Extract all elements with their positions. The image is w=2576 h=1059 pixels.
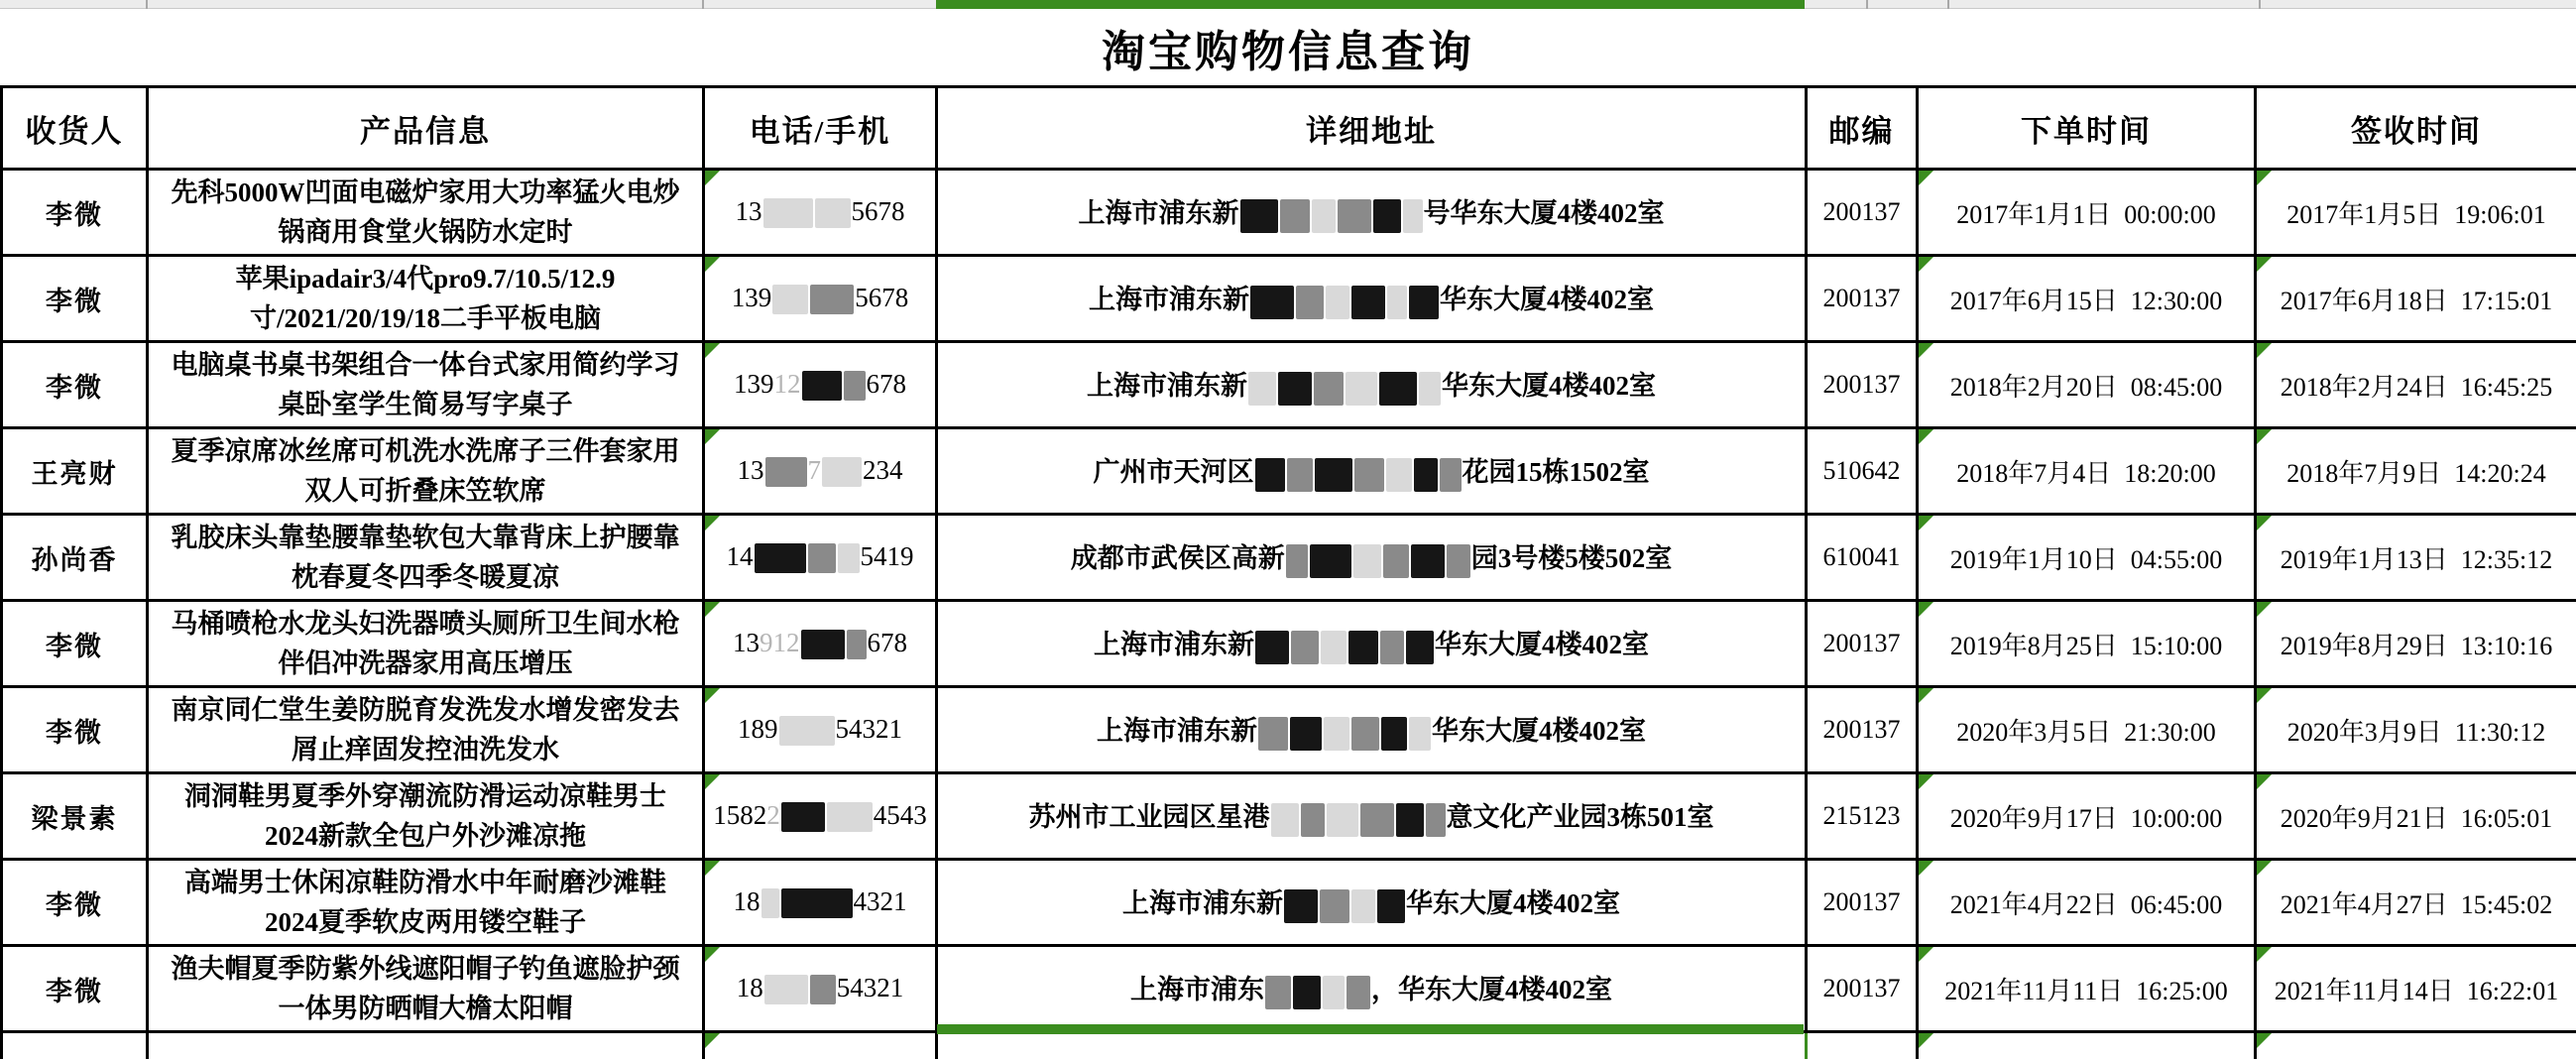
censor-box	[1419, 372, 1441, 406]
faint-text-segment: 12	[774, 369, 801, 399]
cell-address[interactable]	[937, 170, 1807, 256]
censor-box	[1323, 976, 1345, 1009]
cell-product[interactable]: 马桶喷枪水龙头妇洗器喷头厕所卫生间水枪伴侣冲洗器家用高压增压	[148, 601, 704, 687]
sign-time-text: 2019年8月29日 13:10:16	[2281, 632, 2552, 660]
text-segment: 华东大厦4楼402室	[1435, 630, 1649, 659]
text-segment: 华东大厦4楼402室	[1440, 285, 1654, 314]
text-segment: 园3号楼5楼502室	[1471, 543, 1673, 573]
cell-address[interactable]	[937, 687, 1807, 773]
sign-time-text: 2017年1月5日 19:06:01	[2286, 200, 2545, 229]
censor-box	[1351, 889, 1375, 923]
censor-box	[1265, 976, 1291, 1009]
table-row	[2, 601, 2576, 687]
table-row	[2, 773, 2576, 860]
cell-address[interactable]	[937, 946, 1807, 1032]
table-row	[2, 256, 2576, 342]
text-segment: 18	[734, 886, 761, 916]
censor-box	[1320, 889, 1349, 923]
cell-product[interactable]: 苹果ipadair3/4代pro9.7/10.5/12.9寸/2021/20/19/18二手平板电脑	[148, 256, 704, 342]
censor-box	[1347, 976, 1370, 1009]
cell-sign-time[interactable]	[2256, 256, 2576, 342]
censor-box	[1278, 372, 1312, 406]
text-segment: 5678	[855, 283, 908, 312]
column-header-addr[interactable]: 详细地址	[937, 87, 1807, 170]
text-segment: 189	[738, 714, 778, 744]
cell-recipient[interactable]: 李微	[2, 946, 148, 1032]
cell-recipient[interactable]: 李微	[2, 687, 148, 773]
censor-box	[1387, 286, 1407, 319]
header-row	[2, 87, 2576, 170]
cell-phone[interactable]	[704, 256, 937, 342]
censor-box	[1377, 889, 1405, 923]
sign-time-text: 2020年3月9日 11:30:12	[2287, 718, 2545, 747]
text-segment: 54321	[836, 714, 903, 744]
text-segment: 华东大厦4楼402室	[1406, 888, 1620, 918]
error-indicator-triangle-icon	[1919, 774, 1933, 789]
censor-box	[838, 543, 860, 573]
table-row	[2, 946, 2576, 1032]
error-indicator-triangle-icon	[705, 343, 720, 358]
censor-box	[755, 543, 806, 573]
censor-box	[815, 198, 851, 228]
cell-zip[interactable]: 200137	[1807, 687, 1918, 773]
censor-box	[1396, 803, 1424, 837]
cell-product[interactable]: 先科5000W凹面电磁炉家用大功率猛火电炒锅商用食堂火锅防水定时	[148, 170, 704, 256]
order-time-text: 2021年4月22日 06:45:00	[1950, 890, 2222, 919]
column-header-order[interactable]: 下单时间	[1918, 87, 2256, 170]
censor-box	[1315, 458, 1352, 492]
error-indicator-triangle-icon	[2257, 257, 2272, 272]
text-segment: 号华东大厦4楼402室	[1424, 198, 1665, 228]
text-segment: 5678	[852, 196, 905, 226]
error-indicator-triangle-icon	[705, 602, 720, 617]
cell-phone[interactable]	[704, 946, 937, 1032]
cell-recipient[interactable]: 李微	[2, 256, 148, 342]
censor-box	[822, 457, 862, 487]
order-time-text: 2020年9月17日 10:00:00	[1950, 804, 2222, 833]
cell-phone[interactable]	[704, 515, 937, 601]
cell-sign-time[interactable]	[2256, 428, 2576, 515]
censor-box	[1379, 372, 1417, 406]
empty-cell[interactable]	[1807, 1032, 1918, 1059]
cell-phone[interactable]	[704, 170, 937, 256]
error-indicator-triangle-icon	[705, 1033, 720, 1048]
censor-box	[1312, 199, 1336, 233]
page-title: 淘宝购物信息查询	[1102, 16, 1474, 79]
sign-time-text: 2020年9月21日 16:05:01	[2281, 804, 2552, 833]
error-indicator-triangle-icon	[705, 429, 720, 444]
error-indicator-triangle-icon	[705, 774, 720, 789]
text-segment: 54321	[837, 973, 904, 1002]
cell-sign-time[interactable]	[2256, 601, 2576, 687]
cell-product[interactable]: 夏季凉席冰丝席可机洗水洗席子三件套家用双人可折叠床笠软席	[148, 428, 704, 515]
cell-divider	[1866, 0, 1868, 9]
censor-box	[1290, 717, 1322, 751]
empty-cell[interactable]	[937, 1032, 1807, 1059]
text-segment: 上海市浦东新	[1094, 630, 1254, 659]
censor-box	[1383, 544, 1409, 578]
text-segment: 5419	[861, 541, 914, 571]
order-time-text: 2018年7月4日 18:20:00	[1956, 459, 2215, 488]
table-row	[2, 860, 2576, 946]
text-segment: 上海市浦东	[1130, 975, 1264, 1004]
censor-box	[1314, 372, 1344, 406]
cell-zip[interactable]: 200137	[1807, 946, 1918, 1032]
table-row	[2, 342, 2576, 428]
text-segment: 上海市浦东新	[1079, 198, 1239, 228]
censor-box	[781, 888, 853, 918]
cell-product[interactable]: 高端男士休闲凉鞋防滑水中年耐磨沙滩鞋2024夏季软皮两用镂空鞋子	[148, 860, 704, 946]
error-indicator-triangle-icon	[1919, 602, 1933, 617]
text-segment: 广州市天河区	[1094, 457, 1254, 487]
text-segment: 18	[737, 973, 763, 1002]
censor-box	[1406, 631, 1434, 664]
cell-order-time[interactable]	[1918, 256, 2256, 342]
censor-box	[1403, 199, 1423, 233]
error-indicator-triangle-icon	[2257, 429, 2272, 444]
censor-box	[1240, 199, 1278, 233]
censor-box	[1301, 803, 1325, 837]
cell-order-time[interactable]	[1918, 601, 2256, 687]
column-header-sign[interactable]: 签收时间	[2256, 87, 2576, 170]
censor-box	[810, 285, 854, 314]
text-segment: 14	[727, 541, 754, 571]
censor-box	[1321, 631, 1347, 664]
cell-sign-time[interactable]	[2256, 773, 2576, 860]
error-indicator-triangle-icon	[2257, 516, 2272, 530]
cell-recipient[interactable]: 李微	[2, 342, 148, 428]
censor-box	[765, 457, 807, 487]
censor-box	[1414, 458, 1438, 492]
censor-box	[844, 371, 866, 401]
cell-recipient[interactable]: 梁景素	[2, 773, 148, 860]
cell-sign-time[interactable]	[2256, 946, 2576, 1032]
text-segment: 13	[736, 196, 762, 226]
text-segment: 苏州市工业园区星港	[1029, 802, 1270, 832]
cell-address[interactable]	[937, 515, 1807, 601]
censor-box	[810, 975, 836, 1004]
cell-product[interactable]: 乳胶床头靠垫腰靠垫软包大靠背床上护腰靠枕春夏冬四季冬暖夏凉	[148, 515, 704, 601]
censor-box	[1386, 458, 1412, 492]
cell-sign-time[interactable]	[2256, 687, 2576, 773]
table-row	[2, 687, 2576, 773]
sign-time-text: 2018年2月24日 16:45:25	[2281, 373, 2552, 402]
table-row	[2, 515, 2576, 601]
censor-box	[1440, 458, 1462, 492]
selection-top-border	[936, 0, 1805, 9]
error-indicator-triangle-icon	[1919, 257, 1933, 272]
censor-box	[1284, 889, 1318, 923]
error-indicator-triangle-icon	[2257, 774, 2272, 789]
cell-address[interactable]	[937, 860, 1807, 946]
censor-box	[1255, 631, 1289, 664]
empty-cell[interactable]	[1918, 1032, 2256, 1059]
text-segment: 4543	[874, 800, 927, 830]
error-indicator-triangle-icon	[705, 688, 720, 703]
censor-box	[1346, 372, 1377, 406]
column-header-recipient[interactable]: 收货人	[2, 87, 148, 170]
cell-zip[interactable]: 200137	[1807, 860, 1918, 946]
censor-box	[1409, 717, 1431, 751]
cell-product[interactable]: 渔夫帽夏季防紫外线遮阳帽子钓鱼遮脸护颈一体男防晒帽大檐太阳帽	[148, 946, 704, 1032]
censor-box	[1258, 717, 1288, 751]
table-row	[2, 170, 2576, 256]
censor-box	[772, 285, 808, 314]
censor-box	[1296, 286, 1324, 319]
cell-address[interactable]	[937, 428, 1807, 515]
error-indicator-triangle-icon	[705, 516, 720, 530]
orders-table	[0, 85, 2576, 1059]
text-segment: 234	[863, 455, 903, 485]
censor-box	[1354, 458, 1384, 492]
cell-zip[interactable]: 610041	[1807, 515, 1918, 601]
censor-box	[1250, 286, 1294, 319]
cell-sign-time[interactable]	[2256, 342, 2576, 428]
cell-recipient[interactable]: 李微	[2, 601, 148, 687]
sign-time-text: 2021年11月14日 16:22:01	[2275, 977, 2558, 1005]
order-time-text: 2018年2月20日 08:45:00	[1950, 373, 2222, 402]
text-segment: 13	[738, 455, 764, 485]
error-indicator-triangle-icon	[2257, 171, 2272, 185]
error-indicator-triangle-icon	[1919, 171, 1933, 185]
cell-sign-time[interactable]	[2256, 170, 2576, 256]
cell-address[interactable]	[937, 256, 1807, 342]
column-header-phone[interactable]: 电话/手机	[704, 87, 937, 170]
title-band	[0, 9, 2576, 85]
cell-zip[interactable]: 200137	[1807, 170, 1918, 256]
cell-zip[interactable]: 200137	[1807, 601, 1918, 687]
order-time-text: 2017年1月1日 00:00:00	[1956, 200, 2215, 229]
cell-product[interactable]: 洞洞鞋男夏季外穿潮流防滑运动凉鞋男士2024新款全包户外沙滩凉拖	[148, 773, 704, 860]
faint-text-segment: 2	[766, 800, 780, 830]
censor-box	[1353, 544, 1381, 578]
text-segment: 13	[733, 628, 760, 657]
faint-text-segment: 7	[808, 455, 822, 485]
empty-cell[interactable]	[148, 1032, 704, 1059]
partial-row	[2, 1032, 2576, 1059]
censor-box	[847, 630, 867, 659]
cell-phone[interactable]	[704, 687, 937, 773]
text-segment: 成都市武侯区高新	[1071, 543, 1285, 573]
text-segment: 上海市浦东新	[1097, 716, 1257, 746]
censor-box	[1327, 803, 1358, 837]
cell-zip[interactable]: 510642	[1807, 428, 1918, 515]
censor-box	[1326, 286, 1349, 319]
cell-recipient[interactable]: 王亮财	[2, 428, 148, 515]
selection-bottom-border	[937, 1024, 1804, 1034]
cell-sign-time[interactable]	[2256, 515, 2576, 601]
cell-divider	[702, 0, 704, 9]
censor-box	[1338, 199, 1371, 233]
censor-box	[1373, 199, 1401, 233]
error-indicator-triangle-icon	[2257, 1033, 2272, 1048]
cell-recipient[interactable]: 孙尚香	[2, 515, 148, 601]
cell-phone[interactable]	[704, 773, 937, 860]
cell-product[interactable]: 南京同仁堂生姜防脱育发洗发水增发密发去屑止痒固发控油洗发水	[148, 687, 704, 773]
censor-box	[827, 802, 873, 832]
sign-time-text: 2018年7月9日 14:20:24	[2286, 459, 2545, 488]
censor-box	[1286, 544, 1308, 578]
empty-cell[interactable]	[2256, 1032, 2576, 1059]
censor-box	[779, 716, 835, 746]
censor-box	[1426, 803, 1446, 837]
error-indicator-triangle-icon	[705, 171, 720, 185]
cell-zip[interactable]: 215123	[1807, 773, 1918, 860]
sign-time-text: 2019年1月13日 12:35:12	[2281, 545, 2552, 574]
cell-phone[interactable]	[704, 428, 937, 515]
text-segment: ，华东大厦4楼402室	[1371, 975, 1612, 1004]
text-segment: 上海市浦东新	[1087, 371, 1247, 401]
error-indicator-triangle-icon	[2257, 343, 2272, 358]
error-indicator-triangle-icon	[2257, 688, 2272, 703]
censor-box	[1310, 544, 1351, 578]
empty-cell[interactable]	[704, 1032, 937, 1059]
error-indicator-triangle-icon	[1919, 1033, 1933, 1048]
cell-order-time[interactable]	[1918, 428, 2256, 515]
empty-cell[interactable]	[2, 1032, 148, 1059]
censor-box	[1351, 286, 1385, 319]
order-time-text: 2020年3月5日 21:30:00	[1956, 718, 2215, 747]
sign-time-text: 2017年6月18日 17:15:01	[2281, 287, 2552, 315]
cell-phone[interactable]	[704, 860, 937, 946]
cell-address[interactable]	[937, 773, 1807, 860]
error-indicator-triangle-icon	[1919, 688, 1933, 703]
censor-box	[1360, 803, 1394, 837]
order-time-text: 2019年8月25日 15:10:00	[1950, 632, 2222, 660]
text-segment: 1582	[713, 800, 766, 830]
censor-box	[808, 543, 836, 573]
error-indicator-triangle-icon	[1919, 516, 1933, 530]
censor-box	[1381, 717, 1407, 751]
text-segment: 华东大厦4楼402室	[1442, 371, 1656, 401]
text-segment: 139	[734, 369, 774, 399]
error-indicator-triangle-icon	[1919, 343, 1933, 358]
sign-time-text: 2021年4月27日 15:45:02	[2281, 890, 2552, 919]
censor-box	[1411, 544, 1445, 578]
error-indicator-triangle-icon	[705, 257, 720, 272]
censor-box	[761, 888, 779, 918]
cell-divider	[2259, 0, 2261, 9]
text-segment: 意文化产业园3栋501室	[1447, 802, 1714, 832]
cell-order-time[interactable]	[1918, 342, 2256, 428]
cell-sign-time[interactable]	[2256, 860, 2576, 946]
cell-order-time[interactable]	[1918, 860, 2256, 946]
censor-box	[781, 802, 825, 832]
cell-divider	[1947, 0, 1949, 9]
cell-order-time[interactable]	[1918, 773, 2256, 860]
text-segment: 花园15栋1502室	[1463, 457, 1650, 487]
cell-order-time[interactable]	[1918, 946, 2256, 1032]
cell-address[interactable]	[937, 342, 1807, 428]
column-header-zip[interactable]: 邮编	[1807, 87, 1918, 170]
error-indicator-triangle-icon	[2257, 947, 2272, 962]
faint-text-segment: 912	[760, 628, 800, 657]
text-segment: 上海市浦东新	[1089, 285, 1249, 314]
error-indicator-triangle-icon	[1919, 861, 1933, 876]
cell-recipient[interactable]: 李微	[2, 860, 148, 946]
error-indicator-triangle-icon	[705, 861, 720, 876]
censor-box	[802, 371, 842, 401]
text-segment: 139	[732, 283, 772, 312]
cell-order-time[interactable]	[1918, 170, 2256, 256]
order-time-text: 2019年1月10日 04:55:00	[1950, 545, 2222, 574]
censor-box	[763, 198, 813, 228]
error-indicator-triangle-icon	[2257, 861, 2272, 876]
censor-box	[1348, 631, 1378, 664]
cell-order-time[interactable]	[1918, 515, 2256, 601]
censor-box	[1280, 199, 1310, 233]
text-segment: 678	[868, 628, 908, 657]
column-header-product[interactable]: 产品信息	[148, 87, 704, 170]
text-segment: 678	[867, 369, 907, 399]
text-segment: 4321	[854, 886, 907, 916]
error-indicator-triangle-icon	[1919, 429, 1933, 444]
cell-divider	[146, 0, 148, 9]
censor-box	[1380, 631, 1404, 664]
sheet-top-edge	[0, 0, 2576, 9]
text-segment: 华东大厦4楼402室	[1432, 716, 1646, 746]
text-segment: 上海市浦东新	[1122, 888, 1283, 918]
error-indicator-triangle-icon	[705, 947, 720, 962]
cell-zip[interactable]: 200137	[1807, 342, 1918, 428]
error-indicator-triangle-icon	[1919, 947, 1933, 962]
order-time-text: 2021年11月11日 16:25:00	[1944, 977, 2228, 1005]
censor-box	[1271, 803, 1299, 837]
censor-box	[1351, 717, 1379, 751]
cell-recipient[interactable]: 李微	[2, 170, 148, 256]
censor-box	[1287, 458, 1313, 492]
cell-zip[interactable]: 200137	[1807, 256, 1918, 342]
censor-box	[801, 630, 845, 659]
censor-box	[1291, 631, 1319, 664]
cell-phone[interactable]	[704, 601, 937, 687]
error-indicator-triangle-icon	[2257, 602, 2272, 617]
censor-box	[764, 975, 808, 1004]
censor-box	[1409, 286, 1439, 319]
cell-phone[interactable]	[704, 342, 937, 428]
cell-order-time[interactable]	[1918, 687, 2256, 773]
cell-address[interactable]	[937, 601, 1807, 687]
censor-box	[1293, 976, 1321, 1009]
censor-box	[1248, 372, 1276, 406]
censor-box	[1324, 717, 1349, 751]
censor-box	[1255, 458, 1285, 492]
censor-box	[1447, 544, 1470, 578]
table-row	[2, 428, 2576, 515]
cell-product[interactable]: 电脑桌书桌书架组合一体台式家用简约学习桌卧室学生简易写字桌子	[148, 342, 704, 428]
order-time-text: 2017年6月15日 12:30:00	[1950, 287, 2222, 315]
